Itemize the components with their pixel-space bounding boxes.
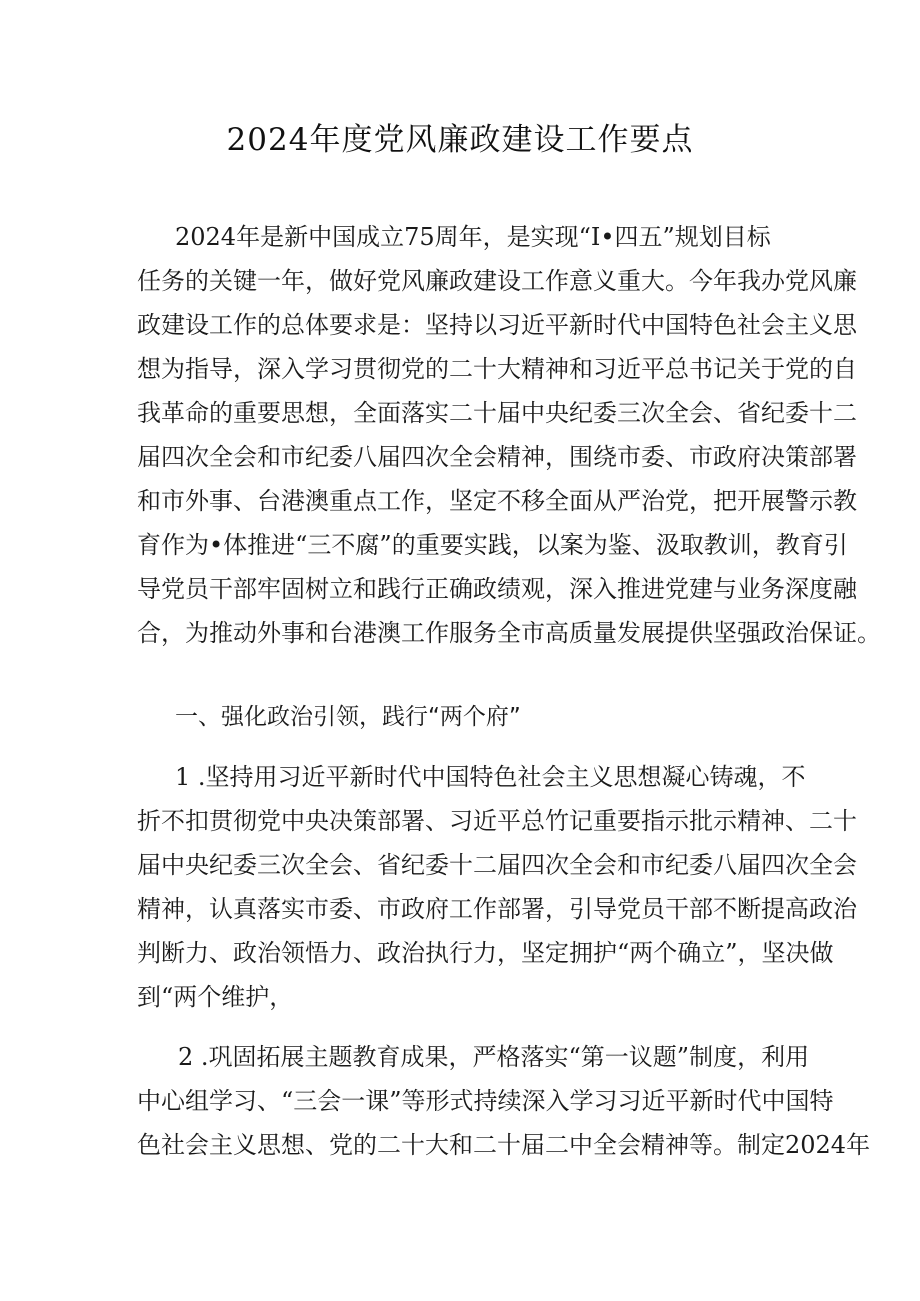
- paragraph-line: 和市外事、台港澳重点工作，坚定不移全面从严治党，把开展警示教: [137, 487, 857, 515]
- paragraph-line: 2 .巩固拓展主题教育成果，严格落实“第一议题”制度，利用: [178, 1043, 810, 1071]
- paragraph-line: 任务的关键一年，做好党风廉政建设工作意义重大。今年我办党风廉: [137, 267, 857, 295]
- paragraph-line: 合，为推动外事和台港澳工作服务全市高质量发展提供坚强政治保证。: [137, 619, 881, 647]
- paragraph-line: 1 .坚持用习近平新时代中国特色社会主义思想凝心铸魂，不: [175, 763, 806, 791]
- paragraph-line: 届四次全会和市纪委八届四次全会精神，围绕市委、市政府决策部署: [137, 443, 857, 471]
- paragraph-line: 色社会主义思想、党的二十大和二十届二中全会精神等。制定2024年: [137, 1131, 871, 1159]
- paragraph-line: 判断力、政治领悟力、政治执行力，坚定拥护“两个确立”，坚决做: [137, 939, 834, 967]
- section-heading: 一、强化政治引领，践行“两个府”: [175, 704, 521, 730]
- paragraph-line: 到“两个维护，: [137, 983, 294, 1011]
- paragraph-line: 届中央纪委三次全会、省纪委十二届四次全会和市纪委八届四次全会: [137, 851, 857, 879]
- paragraph-line: 政建设工作的总体要求是：坚持以习近平新时代中国特色社会主义思: [137, 311, 857, 339]
- paragraph-line: 想为指导，深入学习贯彻党的二十大精神和习近平总书记关于党的自: [137, 355, 857, 383]
- paragraph-line: 育作为•体推进“三不腐”的重要实践，以案为鉴、汲取教训，教育引: [137, 531, 848, 559]
- paragraph-line: 导党员干部牢固树立和践行正确政绩观，深入推进党建与业务深度融: [137, 575, 857, 603]
- paragraph-line: 折不扣贯彻党中央决策部署、习近平总竹记重要指示批示精神、二十: [137, 807, 857, 835]
- paragraph-line: 精神，认真落实市委、市政府工作部署，引导党员干部不断提高政治: [137, 895, 857, 923]
- paragraph-line: 我革命的重要思想，全面落实二十届中央纪委三次全会、省纪委十二: [137, 399, 857, 427]
- paragraph-line: 2024年是新中国成立75周年，是实现“I•四五”规划目标: [175, 223, 771, 251]
- paragraph-line: 中心组学习、“三会一课”等形式持续深入学习习近平新时代中国特: [137, 1087, 834, 1115]
- document-title: 2024年度党风廉政建设工作要点: [226, 122, 694, 158]
